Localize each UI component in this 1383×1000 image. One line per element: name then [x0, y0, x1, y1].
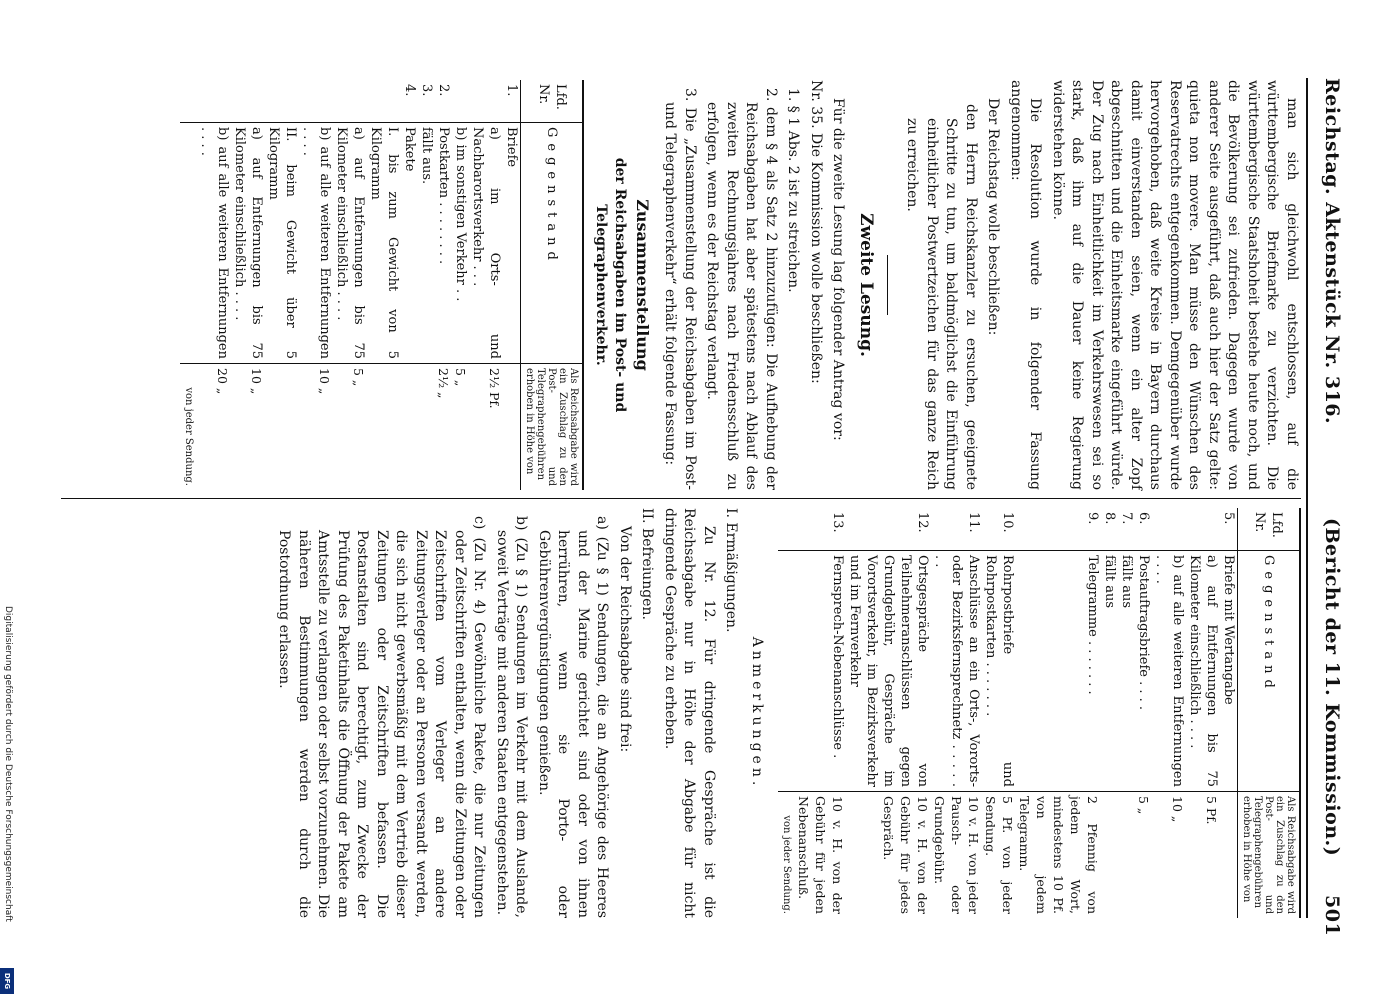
column-header-nr: Lfd. Nr. [1238, 508, 1301, 551]
note-item: b) (Zu § 1) Sendungen im Verkehr mit dem Auslande, soweit Verträge mit anderen Staaten entgegenstehen. [494, 516, 530, 918]
motion-item: 3. Die „Zusammenstellung der Reichsabgaben im Post- und Telegraphenverkehr“ erhält folgende Fassung: [662, 88, 698, 490]
left-column [181, 80, 1302, 490]
table-row: I. bis zum Gewicht von 5 Kilogramm [368, 80, 402, 490]
table-row: b) im sonstigen Verkehr . . 5 „ [453, 80, 470, 490]
column-header-subject: Gegenstand [1238, 551, 1301, 792]
table-row: b) auf alle weiteren Entfernungen . . . . 20 „ [198, 80, 232, 490]
reading-intro: Für die zweite Lesung lag folgender Antrag vor: [830, 98, 847, 441]
table-row: a) auf Entfernungen bis 75 Kilometer einschließlich . . . . 5 „ [334, 80, 368, 490]
separator-rule [887, 255, 888, 315]
brace-note: von jeder Sendung. [183, 387, 195, 486]
brace-note: von jeder Sendung. [781, 815, 792, 914]
table-row: 6. Postauftragsbriefe . . . . 5 „ [1135, 508, 1152, 918]
section-title: Zweite Lesung. [856, 213, 876, 357]
table-row: b) auf alle weiteren Entfernungen . . . . 10 „ [1152, 508, 1186, 918]
tariff-table-left [181, 80, 585, 490]
notes-title: Anmerkungen. [749, 636, 765, 790]
note-heading: I. Ermäßigungen. [723, 508, 740, 633]
table-row: b) auf alle weiteren Entfernungen . . . . 10 „ [300, 80, 334, 490]
dfg-logo: DFG [0, 968, 14, 994]
table-row: 5. Briefe mit Wertangabe [1220, 508, 1238, 918]
table-row: 2. Postkarten . . . . . . . . 2½ „ [436, 80, 453, 490]
table-row: 10. Rohrpostbriefe und Rohrpostkarten . . . . . . . 5 Pf. von jeder Sendung. [982, 508, 1016, 918]
table-row: 7. fällt aus [1118, 508, 1135, 918]
column-header-fee: Als Reichsabgabe wird ein Zuschlag zu den Post- und Telegraphengebühren erhoben in Höhe von [1238, 792, 1301, 919]
running-head-left: Reichstag. Aktenstück Nr. 316. [1321, 78, 1343, 425]
column-header-nr: Lfd. Nr. [521, 80, 584, 123]
column-header-fee: Als Reichsabgabe wird ein Zuschlag zu den Post- und Telegraphengebühren erhoben in Höhe von [521, 364, 584, 491]
table-title: Zusammenstellung [633, 199, 652, 371]
resolution-text: den Herrn Reichskanzler zu ersuchen, geeignete Schritte zu tun, um baldmöglichst die Einführung einheitlicher Postwertzeichen für das ganze Reich zu erreichen. [904, 104, 979, 490]
header-rule [1306, 78, 1308, 918]
note-heading: II. Befreiungen. [639, 508, 656, 620]
table-header-row [1238, 508, 1301, 918]
motion-item: 1. § 1 Abs. 2 ist zu streichen. [785, 88, 802, 293]
table-row: 1. Briefe [504, 80, 522, 490]
table-subtitle: der Reichsabgaben im Post- und Telegraphenverkehr. [593, 157, 629, 413]
table-header-row [521, 80, 584, 490]
table-row: a) im Orts- und Nachbarortsverkehr . . . 2½ Pf. [470, 80, 504, 490]
page-number: 501 [1321, 895, 1343, 937]
table-row: 11. Anschlüsse an ein Orts-, Vororts- oder Bezirksfernsprechnetz . . . . . . . 10 v. H. von jeder Pausch- oder Grundgebühr. [931, 508, 982, 918]
table-row: 4. Pakete [402, 80, 419, 490]
note-paragraph: Zu Nr. 12. Für dringende Gespräche ist die Reichsabgabe nur in Höhe der Abgabe für nicht dringende Gespräche zu erheben. [662, 508, 717, 918]
note-paragraph: Von der Reichsabgabe sind frei: [617, 526, 633, 753]
table-row: 12. Ortsgespräche von Teilnehmeranschlüssen gegen Grundgebühr, Gespräche im Vorortsverkehr, im Bezirksverkehr und im Fernverkehr 10 v. H. von der Gebühr für jedes Gespräch. [846, 508, 931, 918]
resolution-intro: Der Reichstag wolle beschließen: [985, 98, 1002, 336]
paragraph: Die Resolution wurde in folgender Fassung angenommen: [1008, 80, 1044, 490]
table-row [778, 508, 795, 918]
table-row [181, 80, 198, 490]
table-row: 13. Fernsprech-Nebenanschlüsse . 10 v. H. von der Gebühr für jeden Nebenanschluß. [795, 508, 846, 918]
note-item: c) (Zu Nr. 4) Gewöhnliche Pakete, die nur Zeitungen oder Zeitschriften enthalten, wenn die Zeitungen oder Zeitschriften vom Verleger an andere Zeitungsverleger oder an Personen versandt werden, die sich nicht gewerbsmäßig mit dem Vertrieb dieser Zeitungen oder Zeitschriften befassen. Die Postanstalten sind berechtigt, zum Zwecke der Prüfung des Paketinhalts die Öffnung der Pakete am Amtsstelle zu verlangen oder selbst vorzunehmen. Die näheren Bestimmungen werden durch die Postordnung erlassen. [276, 516, 488, 918]
tariff-table-right [778, 508, 1301, 918]
running-head-right: (Bericht der 11. Kommission.) [1321, 518, 1343, 857]
digitization-credit: Digitalisierung gefördert durch die Deutsche Forschungsgemeinschaft [3, 606, 13, 922]
column-rule [61, 498, 1301, 499]
motion-item: 2. dem § 4 als Satz 2 hinzuzufügen: Die Aufhebung der Reichsabgaben hat aber spätestens nach Ablauf des zweiten Rechnungsjahres nach Friedensschluß zu erfolgen, wenn es der Reichstag verlangt. [704, 88, 779, 490]
table-row: II. beim Gewicht über 5 Kilogramm [266, 80, 300, 490]
table-row: a) auf Entfernungen bis 75 Kilometer einschließlich . . . . 10 „ [232, 80, 266, 490]
column-header-subject: Gegenstand [521, 123, 584, 364]
right-column [271, 508, 1301, 918]
note-item: a) (Zu § 1) Sendungen, die an Angehörige des Heeres und der Marine gerichtet sind oder von ihnen herrühren, wenn sie Porto- oder Gebührenvergünstigungen genießen. [536, 516, 611, 918]
motion-head: Nr. 35. Die Kommission wolle beschließen: [808, 80, 824, 384]
table-row: 8. fällt aus [1101, 508, 1118, 918]
table-row: a) auf Entfernungen bis 75 Kilometer einschließlich . . . . 5 Pf. [1186, 508, 1220, 918]
paragraph: man sich gleichwohl entschlossen, auf die württembergische Briefmarke zu verzichten. Die württembergische Staatshoheit bestehe heute noch, und die Bevölkerung sei zufrieden. Dagegen wurde von anderer Seite ausgeführt, daß auch hier der Satz gelte: quieta non movere. Man müsse den Wünschen des Reservatrechts entgegenkommen. Demgegenüber wurde hervorgehoben, daß weite Kreise in Bayern durchaus damit einverstanden seien, wenn ein alter Zopf abgeschnitten und die Einheitsmarke eingeführt würde. Der Zug nach Einheitlichkeit im Verkehrswesen sei so stark, daß ihm auf die Dauer keine Regierung widerstehen könne. [1050, 80, 1300, 490]
table-row: 9. Telegramme . . . . . . . 2 Pfennig von jedem Wort, mindestens 10 Pf. von jedem Telegramm. [1016, 508, 1101, 918]
table-row: 3. fällt aus. [419, 80, 436, 490]
